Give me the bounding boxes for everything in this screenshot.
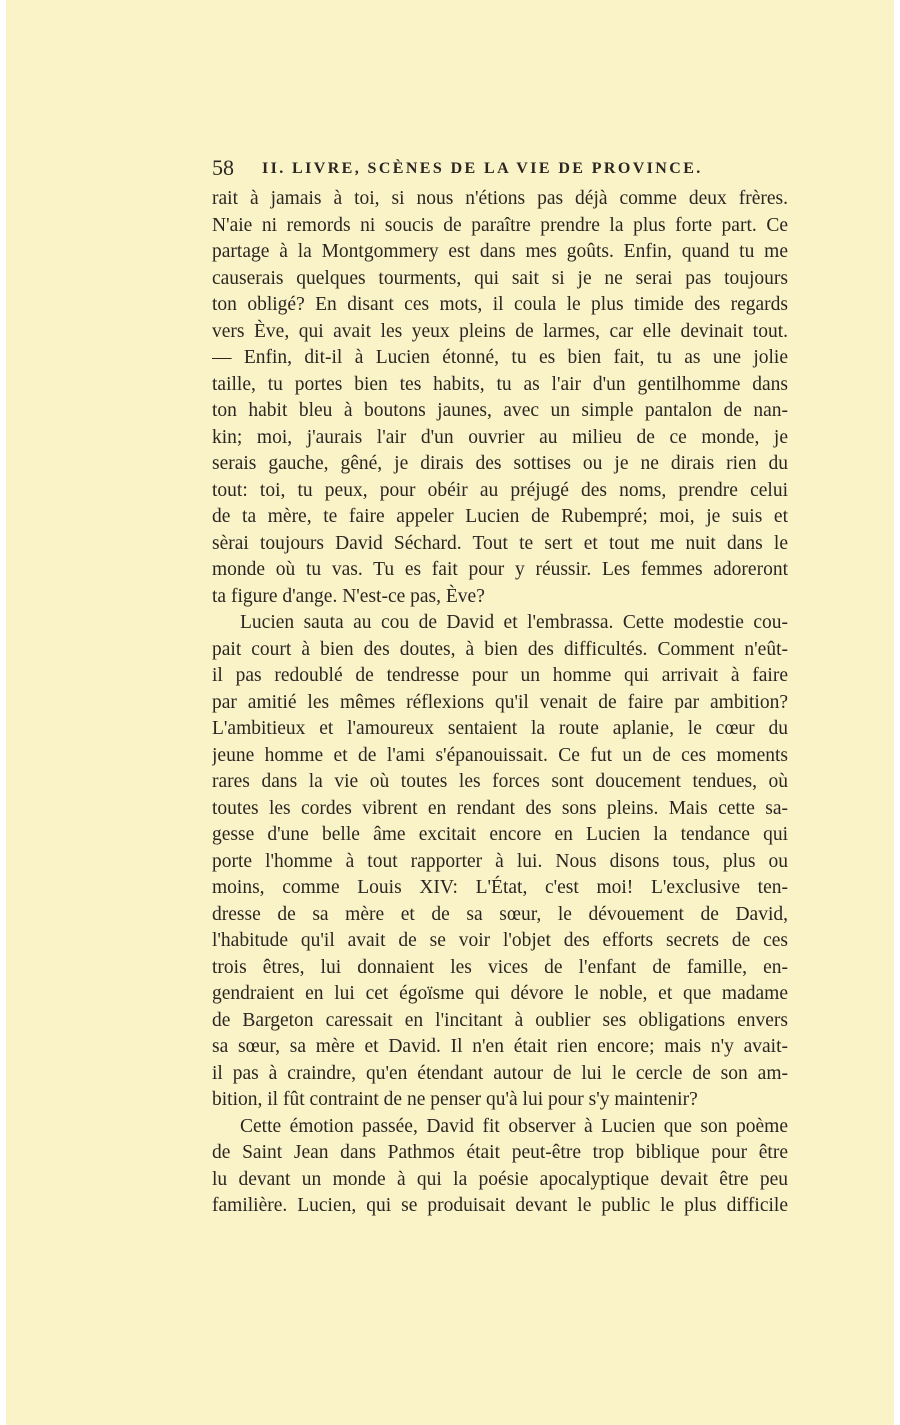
text-line: Lucien sauta au cou de David et l'embrassa. Cette modestie cou- bbox=[240, 612, 788, 633]
text-line: jeune homme et de l'ami s'épanouissait. Ce fut un de ces moments bbox=[212, 744, 788, 766]
scan-border-right bbox=[894, 0, 900, 1425]
text-line: lu devant un monde à qui la poésie apocalyptique devait être peu bbox=[212, 1168, 788, 1190]
text-line: — Enfin, dit-il à Lucien étonné, tu es bien fait, tu as une jolie bbox=[212, 347, 788, 368]
text-line: rait à jamais à toi, si nous n'étions pas déjà comme deux frères. bbox=[212, 188, 788, 209]
text-line: N'aie ni remords ni soucis de paraître prendre la plus forte part. Ce bbox=[212, 214, 788, 236]
text-line: causerais quelques tourments, qui sait si je ne serai pas toujours bbox=[212, 267, 788, 289]
text-line: il pas à craindre, qu'en étendant autour de lui le cercle de son am- bbox=[212, 1062, 788, 1084]
text-line: par amitié les mêmes réflexions qu'il venait de faire par ambition? bbox=[212, 691, 788, 713]
text-line: moins, comme Louis XIV: L'État, c'est moi! L'exclusive ten- bbox=[212, 877, 788, 898]
text-line: gesse d'une belle âme excitait encore en Lucien la tendance qui bbox=[212, 824, 788, 845]
text-line: bition, il fût contraint de ne penser qu'à lui pour s'y maintenir? bbox=[212, 1089, 698, 1110]
text-line: ton obligé? En disant ces mots, il coula le plus timide des regards bbox=[212, 294, 788, 315]
text-line: vers Ève, qui avait les yeux pleins de larmes, car elle devinait tout. bbox=[212, 320, 788, 342]
text-line: taille, tu portes bien tes habits, tu as l'air d'un gentilhomme dans bbox=[212, 373, 788, 395]
page-number: 58 bbox=[212, 155, 234, 180]
text-line: l'habitude qu'il avait de se voir l'objet des efforts secrets de ces bbox=[212, 930, 788, 951]
text-line: monde où tu vas. Tu es fait pour y réussir. Les femmes adoreront bbox=[212, 559, 788, 580]
text-line: pait court à bien des doutes, à bien des difficultés. Comment n'eût- bbox=[212, 638, 788, 660]
running-head: II. LIVRE, SCÈNES DE LA VIE DE PROVINCE. bbox=[262, 160, 703, 177]
text-line: de ta mère, te faire appeler Lucien de Rubempré; moi, je suis et bbox=[212, 506, 788, 527]
text-line: de Saint Jean dans Pathmos était peut-être trop biblique pour être bbox=[212, 1142, 788, 1163]
text-line: ton habit bleu à boutons jaunes, avec un simple pantalon de nan- bbox=[212, 400, 788, 421]
text-line: L'ambitieux et l'amoureux sentaient la route aplanie, le cœur du bbox=[212, 718, 788, 739]
text-line: rares dans la vie où toutes les forces sont doucement tendues, où bbox=[212, 771, 788, 792]
page-header bbox=[212, 154, 788, 184]
text-line: de Bargeton caressait en l'incitant à oublier ses obligations envers bbox=[212, 1009, 788, 1031]
text-line: il pas redoublé de tendresse pour un homme qui arrivait à faire bbox=[212, 665, 788, 686]
text-line: tout: toi, tu peux, pour obéir au préjugé des noms, prendre celui bbox=[212, 479, 788, 501]
text-line: kin; moi, j'aurais l'air d'un ouvrier au milieu de ce monde, je bbox=[212, 426, 788, 448]
text-line: dresse de sa mère et de sa sœur, le dévouement de David, bbox=[212, 903, 788, 925]
text-line: porte l'homme à tout rapporter à lui. Nous disons tous, plus ou bbox=[212, 850, 788, 872]
scan-border-left bbox=[0, 0, 6, 1425]
text-line: familière. Lucien, qui se produisait devant le public le plus difficile bbox=[212, 1195, 788, 1216]
text-line: serais gauche, gêné, je dirais des sottises ou je ne dirais rien du bbox=[212, 453, 788, 474]
text-line: toutes les cordes vibrent en rendant des sons pleins. Mais cette sa- bbox=[212, 797, 788, 819]
text-line: Cette émotion passée, David fit observer à Lucien que son poème bbox=[240, 1115, 788, 1137]
text-line: sèrai toujours David Séchard. Tout te sert et tout me nuit dans le bbox=[212, 532, 788, 554]
text-line: ta figure d'ange. N'est-ce pas, Ève? bbox=[212, 585, 485, 607]
text-line: trois êtres, lui donnaient les vices de l'enfant de famille, en- bbox=[212, 956, 788, 978]
text-line: partage à la Montgommery est dans mes goûts. Enfin, quand tu me bbox=[212, 241, 788, 262]
body-text bbox=[212, 186, 788, 1220]
text-line: gendraient en lui cet égoïsme qui dévore le noble, et que madame bbox=[212, 983, 788, 1004]
text-line: sa sœur, sa mère et David. Il n'en était rien encore; mais n'y avait- bbox=[212, 1036, 788, 1057]
